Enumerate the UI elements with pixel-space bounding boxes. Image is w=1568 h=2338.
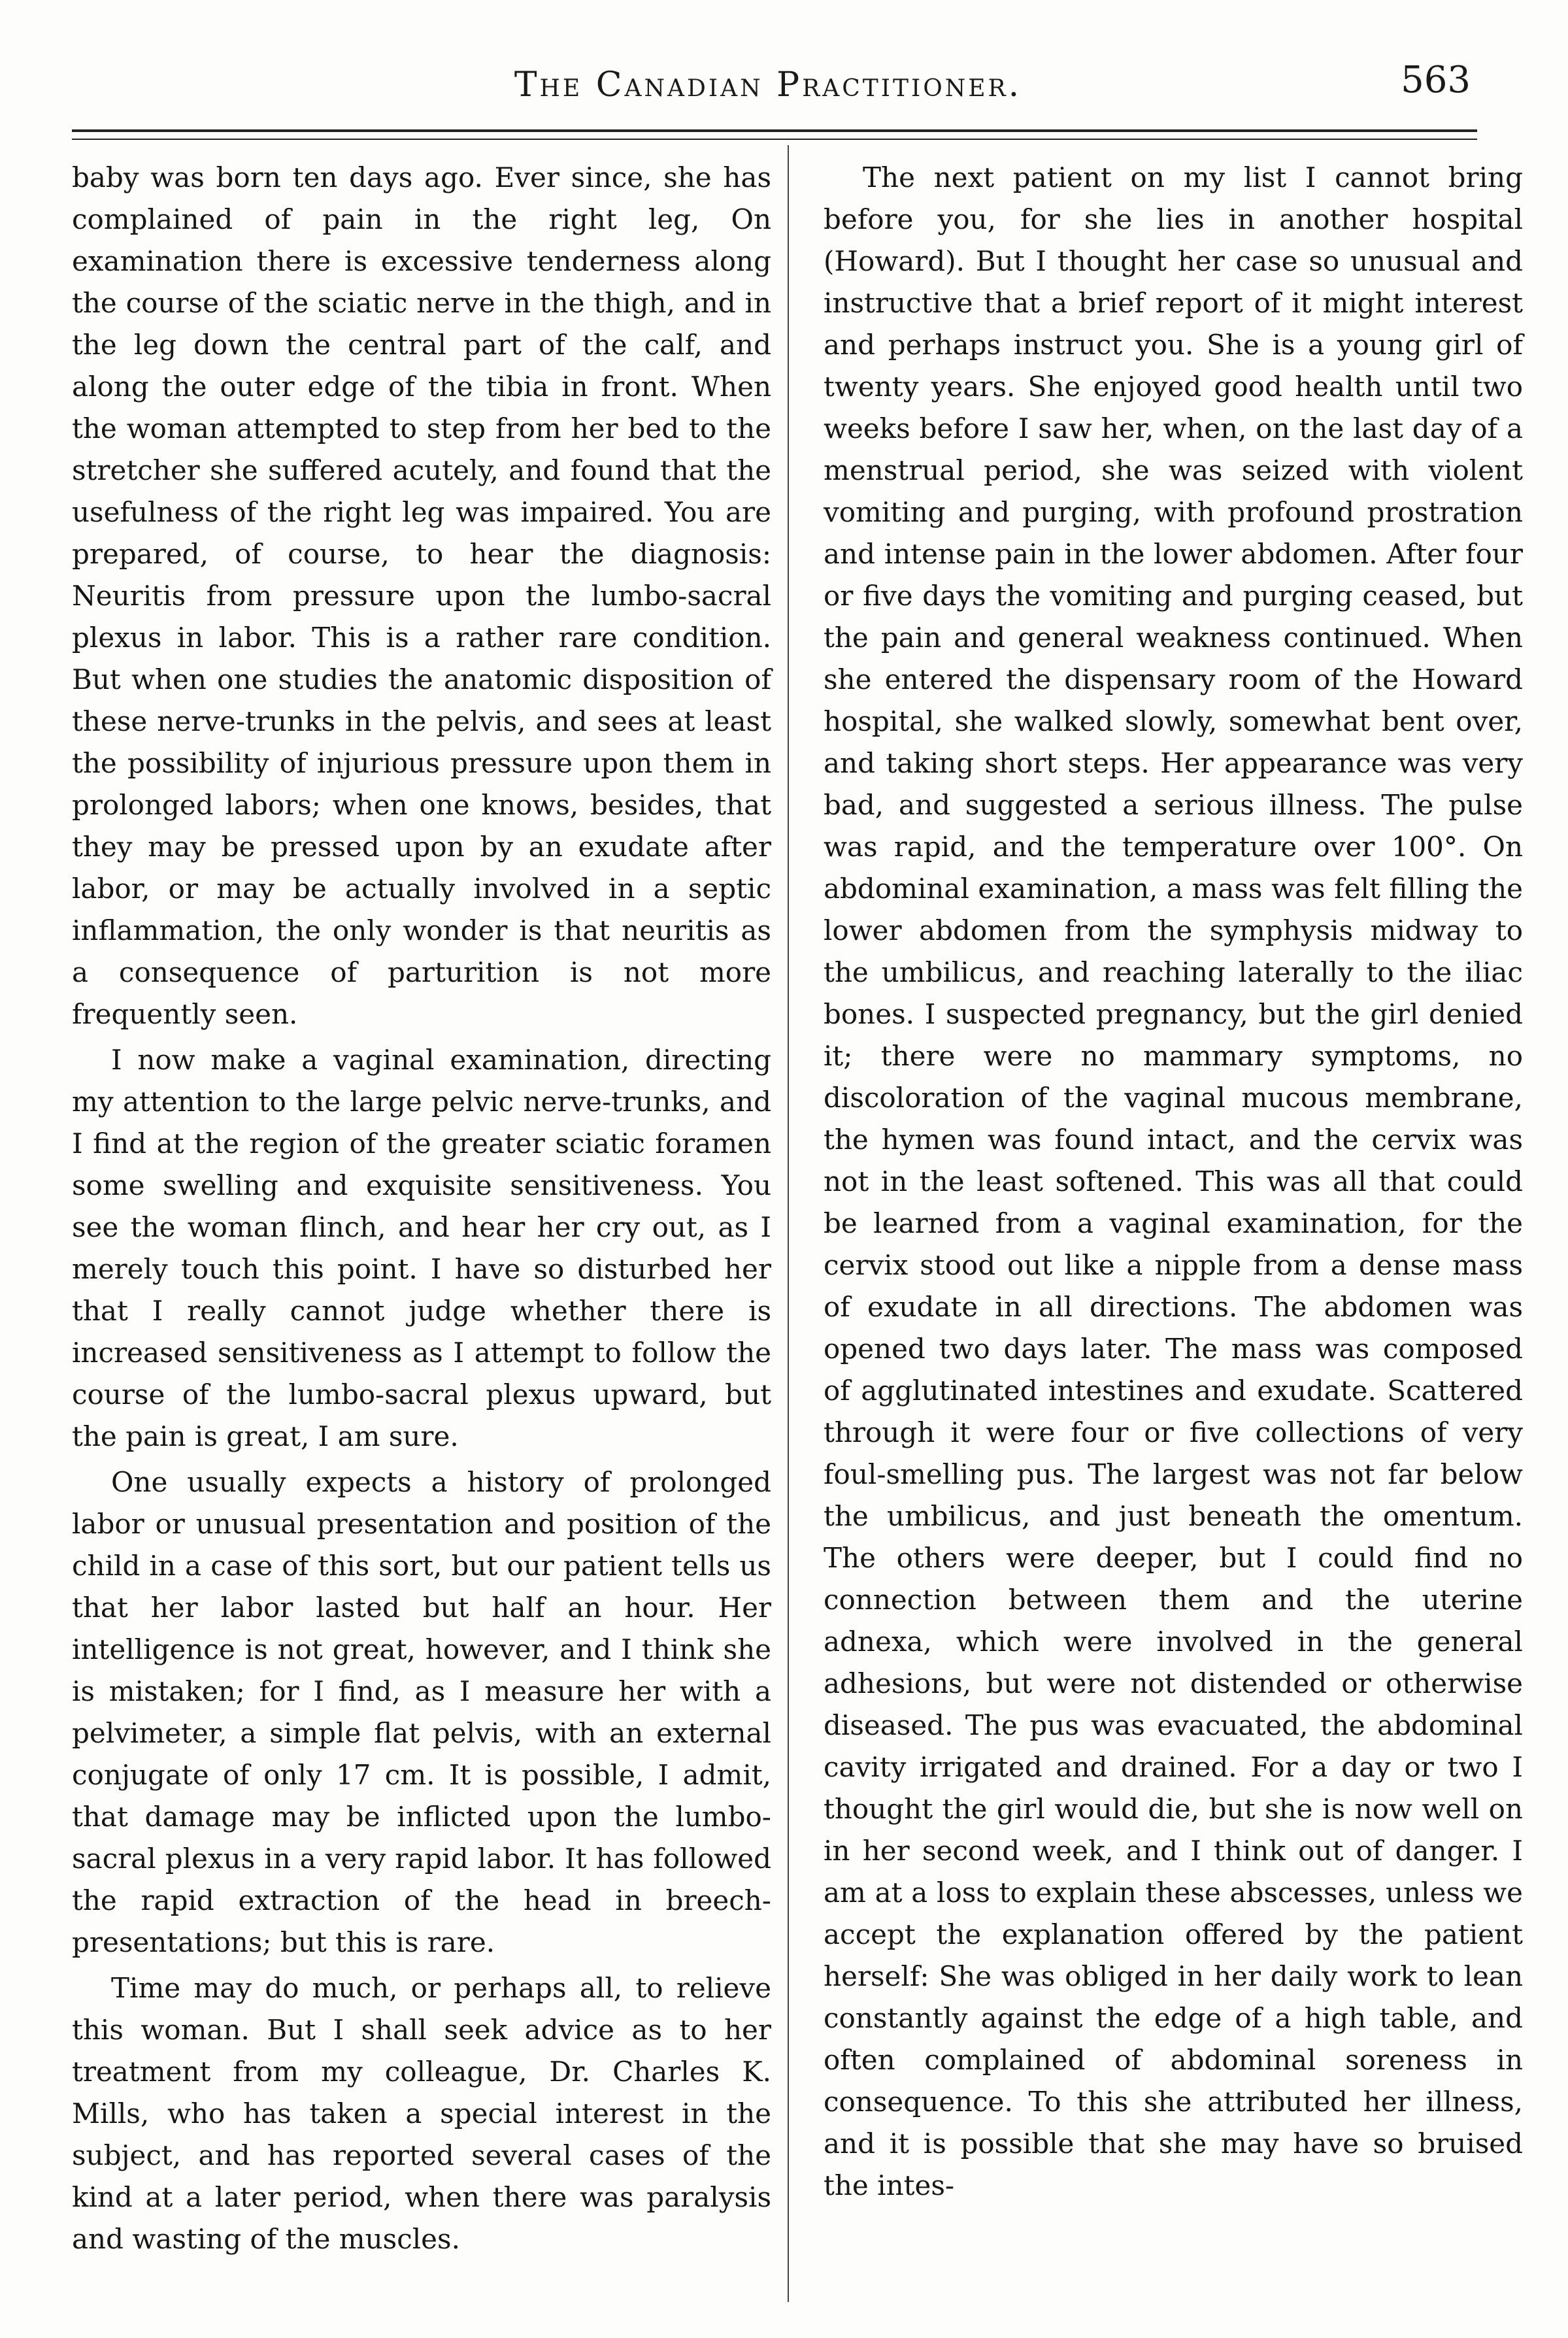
paragraph: I now make a vaginal examination, directing my attention to the large pelvic nerve-trunks, and I find at the region of the greater sciatic foramen some swelling and exquisite sensitiveness. You see the woman flinch, and hear her cry out, as I merely touch this point. I have so disturbed her that I really cannot judge whether there is increased sensitiveness as I attempt to follow the course of the lumbo-sacral plexus upward, but the pain is great, I am sure.: [72, 1044, 771, 1452]
running-title: The Canadian Practitioner.: [514, 65, 1022, 105]
header-rule-thin: [72, 139, 1477, 140]
left-column: [72, 157, 771, 2264]
right-column: [824, 157, 1523, 2211]
column-divider: [788, 145, 789, 2302]
paragraph: The next patient on my list I cannot bring before you, for she lies in another hospital (Howard). But I thought her case so unusual and instructive that a brief report of it might interest and perhaps instruct you. She is a young girl of twenty years. She enjoyed good health until two weeks before I saw her, when, on the last day of a menstrual period, she was seized with violent vomiting and purging, with profound prostration and intense pain in the lower abdomen. After four or five days the vomiting and purging ceased, but the pain and general weakness continued. When she entered the dispensary room of the Howard hospital, she walked slowly, somewhat bent over, and taking short steps. Her appearance was very bad, and suggested a serious illness. The pulse was rapid, and the temperature over 100°. On abdominal examination, a mass was felt filling the lower abdomen from the symphysis midway to the umbilicus, and reaching laterally to the iliac bones. I suspected pregnancy, but the girl denied it; there were no mammary symptoms, no discoloration of the vaginal mucous membrane, the hymen was found intact, and the cervix was not in the least softened. This was all that could be learned from a vaginal examination, for the cervix stood out like a nipple from a dense mass of exudate in all directions. The abdomen was opened two days later. The mass was composed of agglutinated intestines and exudate. Scattered through it were four or five collections of very foul-smelling pus. The largest was not far below the umbilicus, and just beneath the omentum. The others were deeper, but I could find no connection between them and the uterine adnexa, which were involved in the general adhesions, but were not distended or otherwise diseased. The pus was evacuated, the abdominal cavity irrigated and drained. For a day or two I thought the girl would die, but she is now well on in her second week, and I think out of danger. I am at a loss to explain these abscesses, unless we accept the explanation offered by the patient herself: She was obliged in her daily work to lean constantly against the edge of a high table, and often complained of abdominal soreness in consequence. To this she attributed her illness, and it is possible that she may have so bruised the intes-: [824, 161, 1523, 2201]
paragraph: One usually expects a history of prolonged labor or unusual presentation and position of the child in a case of this sort, but our patient tells us that her labor lasted but half an hour. Her intelligence is not great, however, and I think she is mistaken; for I find, as I measure her with a pelvimeter, a simple flat pelvis, with an external conjugate of only 17 cm. It is possible, I admit, that damage may be inflicted upon the lumbo-sacral plexus in a very rapid labor. It has followed the rapid extraction of the head in breech-presentations; but this is rare.: [72, 1466, 771, 1958]
paragraph: baby was born ten days ago. Ever since, she has complained of pain in the right leg, On examination there is excessive tenderness along the course of the sciatic nerve in the thigh, and in the leg down the central part of the calf, and along the outer edge of the tibia in front. When the woman attempted to step from her bed to the stretcher she suffered acutely, and found that the usefulness of the right leg was impaired. You are prepared, of course, to hear the diagnosis: Neuritis from pressure upon the lumbo-sacral plexus in labor. This is a rather rare condition. But when one studies the anatomic disposition of these nerve-trunks in the pelvis, and sees at least the possibility of injurious pressure upon them in prolonged labors; when one knows, besides, that they may be pressed upon by an exudate after labor, or may be actually involved in a septic inflammation, the only wonder is that neuritis as a consequence of parturition is not more frequently seen.: [72, 161, 771, 1030]
page-number: 563: [1401, 59, 1471, 101]
paragraph: Time may do much, or perhaps all, to relieve this woman. But I shall seek advice as to her treatment from my colleague, Dr. Charles K. Mills, who has taken a special interest in the subject, and has reported several cases of the kind at a later period, when there was paralysis and wasting of the muscles.: [72, 1972, 771, 2255]
header-rule-thick: [72, 129, 1477, 132]
page-header: [65, 59, 1471, 118]
